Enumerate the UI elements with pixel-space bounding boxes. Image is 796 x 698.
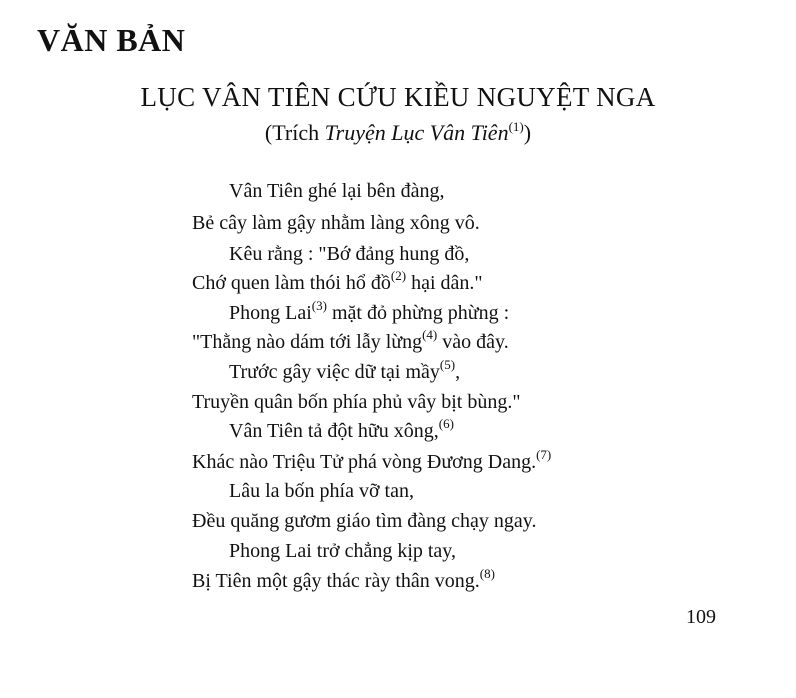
verse-line <box>229 243 469 266</box>
verse-text: Chớ quen làm thói hổ đồ <box>192 272 391 294</box>
verse-text-tail: , <box>455 361 461 383</box>
verse-line <box>192 391 521 414</box>
footnote-marker: (4) <box>422 327 438 343</box>
verse-text: "Thằng nào dám tới lẫy lừng <box>192 331 423 353</box>
verse-text: Vân Tiên ghé lại bên đàng, <box>229 180 445 202</box>
verse-line <box>192 327 509 354</box>
footnote-marker: (5) <box>439 357 456 373</box>
verse-text: Đều quăng gươm giáo tìm đàng chạy ngay. <box>192 510 537 532</box>
verse-line <box>229 180 445 203</box>
verse-text: Khác nào Triệu Tử phá vòng Đương Dang. <box>192 451 537 473</box>
page-number: 109 <box>686 606 716 628</box>
footnote-marker: (6) <box>438 416 454 432</box>
footnote-marker: (8) <box>479 566 495 582</box>
poem-title: LỤC VÂN TIÊN CỨU KIỀU NGUYỆT NGA <box>140 82 656 112</box>
subtitle-work-title: Truyện Lục Vân Tiên <box>324 120 509 145</box>
verse-line <box>192 510 536 533</box>
verse-text-tail: mặt đỏ phừng phừng : <box>326 302 510 324</box>
verse-text: Bị Tiên một gậy thác rày thân vong. <box>192 570 480 592</box>
verse-text-tail: hại dân." <box>406 272 483 294</box>
section-heading: VĂN BẢN <box>37 22 186 58</box>
verse-text: Bẻ cây làm gậy nhằm làng xông vô. <box>192 212 480 234</box>
verse-text-tail: vào đây. <box>437 331 509 353</box>
verse-line <box>192 566 495 593</box>
footnote-marker: (3) <box>311 298 327 314</box>
footnote-marker: (2) <box>390 268 407 284</box>
verse-line <box>229 357 461 384</box>
verse-line <box>229 298 510 325</box>
poem-subtitle <box>0 120 796 146</box>
verse-text: Kêu rằng : "Bớ đảng hung đồ, <box>229 243 470 265</box>
subtitle-open: (Trích <box>264 120 325 145</box>
verse-line <box>192 447 552 474</box>
verse-text: Phong Lai trở chẳng kịp tay, <box>229 540 457 562</box>
verse-line <box>229 416 454 443</box>
verse-line <box>192 268 483 295</box>
verse-text: Phong Lai <box>229 302 312 324</box>
verse-text: Truyền quân bốn phía phủ vây bịt bùng." <box>192 391 521 413</box>
verse-text: Lâu la bốn phía vỡ tan, <box>229 480 414 502</box>
verse-line <box>229 540 456 563</box>
verse-line <box>192 212 480 235</box>
footnote-marker: (1) <box>508 118 524 134</box>
verse-text: Vân Tiên tả đột hữu xông, <box>229 420 439 442</box>
footnote-marker: (7) <box>536 447 552 463</box>
verse-line <box>229 480 414 503</box>
subtitle-close: ) <box>523 120 532 145</box>
verse-text: Trước gây việc dữ tại mầy <box>229 361 440 383</box>
